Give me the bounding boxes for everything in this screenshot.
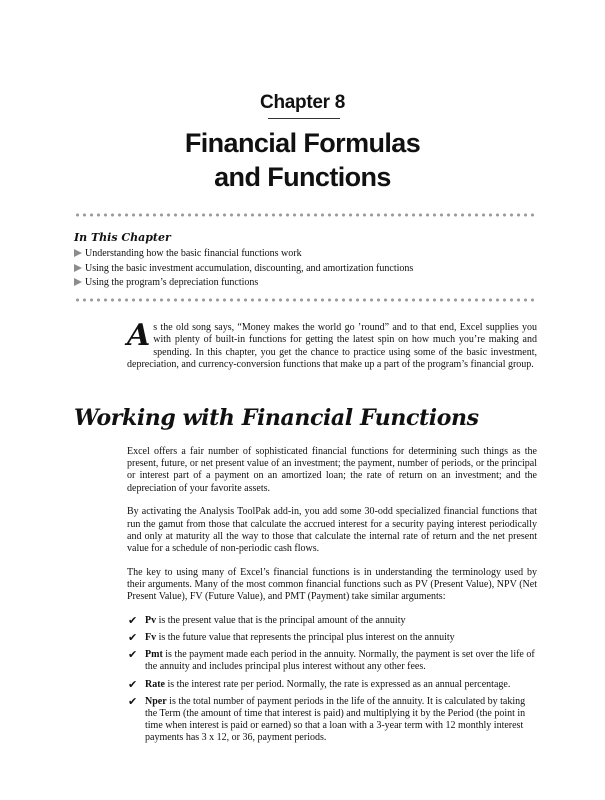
- argument-item: [127, 679, 537, 691]
- arguments-list: [127, 615, 537, 745]
- chapter-title: [0, 126, 605, 194]
- list-item-text: Understanding how the basic financial functions work: [85, 248, 302, 259]
- drop-cap: A: [127, 318, 151, 353]
- checkmark-icon: ✔: [128, 613, 138, 627]
- argument-term: Pmt: [145, 649, 163, 661]
- argument-text: is the interest rate per period. Normally, the rate is expressed as an annual percentage.: [165, 678, 511, 690]
- checkmark-icon: ✔: [128, 648, 138, 662]
- chapter-rule: [268, 118, 340, 119]
- checkmark-icon: ✔: [128, 630, 138, 644]
- in-this-chapter-list: [74, 247, 413, 291]
- argument-text: is the present value that is the principal amount of the annuity: [156, 614, 406, 626]
- triangle-bullet-icon: [74, 278, 82, 286]
- checkmark-icon: ✔: [128, 694, 138, 708]
- dotted-divider-bottom: [74, 298, 534, 302]
- argument-item: [127, 632, 537, 644]
- list-item-text: Using the program’s depreciation functions: [85, 277, 259, 288]
- argument-text: is the payment made each period in the annuity. Normally, the payment is set over the life of the annuity and includes principal plus interest without any other fees.: [145, 649, 535, 673]
- triangle-bullet-icon: [74, 264, 82, 272]
- checkmark-icon: ✔: [128, 677, 138, 691]
- chapter-label: Chapter 8: [260, 92, 345, 113]
- list-item: [74, 247, 413, 262]
- in-this-chapter-heading: In This Chapter: [74, 231, 171, 244]
- argument-item: [127, 649, 537, 673]
- argument-term: Nper: [145, 695, 167, 707]
- triangle-bullet-icon: [74, 249, 82, 257]
- argument-item: [127, 615, 537, 627]
- argument-text: is the total number of payment periods in the life of the annuity. It is calculated by taking the Term (the amount of time that interest is paid) and multiplying it by the Period (the point in time when interest is paid or earned) so that a loan with a 3-year term with 12 monthly interest payments has 3 x 12, or 36, payment periods.: [145, 695, 526, 744]
- list-item-text: Using the basic investment accumulation, discounting, and amortization functions: [85, 262, 414, 274]
- chapter-title-line-2: and Functions: [214, 162, 391, 192]
- argument-text: is the future value that represents the principal plus interest on the annuity: [156, 631, 455, 643]
- intro-text: s the old song says, “Money makes the world go ’round” and to that end, Excel supplies you with plenty of built-in functions for getting the latest spin on how much you’re making and spending. In this chapter, you get the chance to practice using some of the basic investment, depreciation, and currency-conversion functions that make up a part of the program’s financial group.: [127, 322, 537, 370]
- list-item: [74, 262, 413, 277]
- intro-paragraph: [127, 318, 537, 371]
- dotted-divider-top: [74, 213, 534, 217]
- body-paragraph: The key to using many of Excel’s financial functions is in understanding the terminology used by their arguments. Many of the most common financial functions such as PV (Present Value), NPV (Net Present Value), FV (Future Value), and PMT (Payment) take similar arguments:: [127, 566, 537, 603]
- section-heading: Working with Financial Functions: [74, 405, 479, 431]
- argument-term: Fv: [145, 631, 157, 643]
- section-body: [127, 446, 537, 750]
- argument-term: Pv: [145, 614, 157, 626]
- body-paragraph: Excel offers a fair number of sophisticated financial functions for determining such things as the present, future, or net present value of an investment; the payment, number of periods, or the principal or interest part of a payment on an amortized loan; the rate of return on an investment; and the depreciation of your favorite assets.: [127, 446, 537, 494]
- body-paragraph: By activating the Analysis ToolPak add-in, you add some 30-odd specialized financial functions that run the gamut from those that calculate the accrued interest for a security paying interest periodically and only at maturity all the way to those that calculate the internal rate of return and the net present value for a schedule of non-periodic cash flows.: [127, 506, 537, 554]
- chapter-title-line-1: Financial Formulas: [184, 128, 421, 158]
- argument-term: Rate: [145, 678, 165, 690]
- list-item: [74, 276, 413, 291]
- argument-item: [127, 696, 537, 745]
